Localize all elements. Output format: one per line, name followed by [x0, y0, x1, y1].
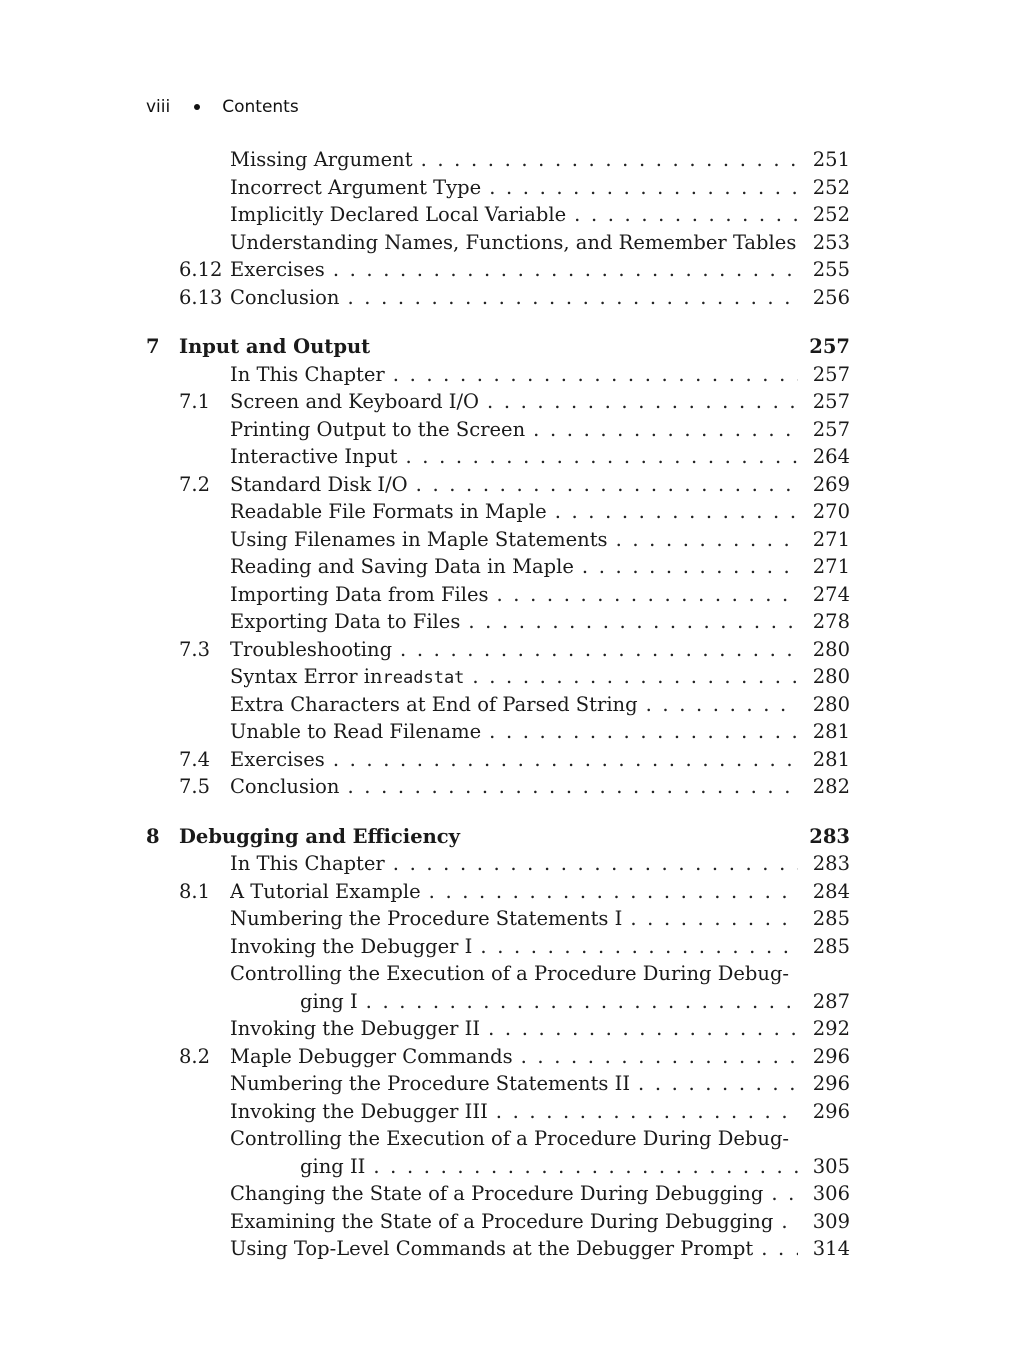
toc-entry-title: Invoking the Debugger III [230, 1099, 488, 1123]
toc-entry-title: Syntax Error in [230, 665, 383, 688]
toc-subsection-entry [0, 581, 1024, 608]
toc-page-number: 269 [812, 472, 850, 496]
toc-entry-title: Debugging and Efficiency [179, 824, 460, 848]
toc-section-entry [0, 636, 1024, 663]
toc-entry-title: Extra Characters at End of Parsed String [230, 692, 638, 716]
toc-entry-title: Standard Disk I/O [230, 472, 408, 496]
toc-entry-number: 8.1 [179, 879, 211, 903]
toc-entry-text [230, 201, 798, 228]
leader-dots [781, 1208, 798, 1235]
toc-page-number: 252 [812, 175, 850, 199]
toc-entry-text [230, 1070, 798, 1097]
toc-page-number: 314 [812, 1237, 850, 1260]
leader-dots [421, 146, 798, 173]
toc-subsection-entry [0, 1208, 1024, 1235]
toc-entry-text [230, 1043, 798, 1070]
toc-entry-title: Incorrect Argument Type [230, 175, 482, 199]
toc-page-number: 271 [812, 527, 850, 551]
toc-entry-text [300, 1153, 798, 1180]
toc-entry-title: Importing Data from Files [230, 582, 489, 606]
toc-page-number: 296 [812, 1072, 850, 1095]
toc-entry-title: Readable File Formats in Maple [230, 500, 547, 523]
leader-dots [347, 773, 798, 800]
toc-entry-title: A Tutorial Example [230, 879, 421, 903]
toc-entry-text [179, 333, 798, 360]
leader-dots [487, 388, 798, 415]
toc-entry-text [230, 256, 798, 283]
leader-dots [405, 443, 798, 470]
toc-section-entry [0, 746, 1024, 773]
leader-dots [574, 201, 798, 228]
toc-entry-title: Controlling the Execution of a Procedure During Debug- [230, 1127, 790, 1150]
toc-section-entry [0, 471, 1024, 498]
toc-subsection-entry [0, 850, 1024, 877]
toc-entry-text [230, 146, 798, 173]
leader-dots [630, 905, 798, 932]
toc-entry-title: Input and Output [179, 335, 371, 358]
toc-entry-title: Interactive Input [230, 445, 398, 468]
leader-dots [521, 1043, 798, 1070]
toc-section-entry [0, 256, 1024, 283]
leader-dots [489, 174, 798, 201]
toc-subsection-entry [0, 1180, 1024, 1207]
leader-dots [582, 553, 798, 580]
toc-entry-text [230, 1235, 798, 1262]
toc-subsection-entry [0, 1235, 1024, 1262]
toc-entry-text [230, 1015, 798, 1042]
toc-page-number: 278 [812, 610, 850, 633]
toc-entry-number: 7.4 [179, 747, 211, 771]
toc-entry-text [230, 229, 798, 256]
toc-entry-text [230, 443, 798, 470]
toc-subsection-entry [0, 1070, 1024, 1097]
toc-page-number: 280 [812, 692, 850, 716]
toc-entry-title: Exporting Data to Files [230, 610, 461, 633]
leader-dots [616, 526, 798, 553]
leader-dots [400, 636, 798, 663]
toc-entry-text [230, 174, 798, 201]
toc-entry-text [230, 691, 798, 718]
toc-page-number: 283 [809, 824, 850, 848]
toc-entry-title-continued: ging II [300, 1154, 366, 1178]
toc-entry-text [230, 388, 798, 415]
toc-subsection-entry [0, 443, 1024, 470]
toc-entry-number: 8.2 [179, 1044, 211, 1068]
toc-entry-text [230, 905, 798, 932]
toc-entry-title: Conclusion [230, 775, 340, 798]
leader-dots [771, 1180, 798, 1207]
toc-chapter-entry [0, 333, 1024, 360]
toc-entry-title: Examining the State of a Procedure During Debugging [230, 1209, 774, 1233]
toc-page-number: 274 [812, 582, 850, 606]
toc-entry-title: Invoking the Debugger I [230, 934, 473, 958]
toc-subsection-entry [0, 933, 1024, 960]
toc-page-number: 281 [812, 747, 850, 771]
toc-entry-title: Numbering the Procedure Statements II [230, 1072, 631, 1095]
toc-subsection-entry [0, 1125, 1024, 1152]
toc-chapter-entry [0, 823, 1024, 850]
toc-entry-title: Numbering the Procedure Statements I [230, 907, 623, 930]
toc-page-number: 285 [812, 934, 850, 958]
toc-entry-number: 7.5 [179, 775, 211, 798]
toc-page-number: 257 [809, 335, 850, 358]
toc-entry-text [230, 361, 798, 388]
toc-entry-text [230, 498, 798, 525]
toc-entry-text [230, 1208, 798, 1235]
toc-subsection-entry [0, 201, 1024, 228]
toc-subsection-entry [0, 498, 1024, 525]
toc-entry-title: Printing Output to the Screen [230, 417, 526, 441]
leader-dots [488, 1015, 798, 1042]
toc-entry-text [230, 636, 798, 663]
toc-entry-title: Missing Argument [230, 148, 413, 171]
toc-page-number: 251 [812, 148, 850, 171]
toc-page-number: 257 [812, 417, 850, 441]
leader-dots [393, 361, 798, 388]
toc-subsection-entry [0, 718, 1024, 745]
page-number: viii [146, 97, 171, 117]
toc-section-entry [0, 1043, 1024, 1070]
toc-entry-title: Using Filenames in Maple Statements [230, 527, 608, 551]
toc-page-number: 252 [812, 203, 850, 226]
toc-entry-text [230, 746, 798, 773]
leader-dots [366, 988, 798, 1015]
toc-entry-continuation [0, 1153, 1024, 1180]
toc-entry-number: 7.2 [179, 472, 211, 496]
leader-dots [489, 718, 798, 745]
toc-subsection-entry [0, 608, 1024, 635]
leader-dots [497, 581, 799, 608]
toc-entry-title: In This Chapter [230, 852, 385, 875]
toc-entry-title: Invoking the Debugger II [230, 1017, 481, 1040]
toc-subsection-entry [0, 1015, 1024, 1042]
toc-entry-title: Screen and Keyboard I/O [230, 390, 480, 413]
toc-subsection-entry [0, 960, 1024, 987]
toc-entry-title: Maple Debugger Commands [230, 1044, 513, 1068]
toc-section-entry [0, 388, 1024, 415]
toc-entry-text [230, 960, 789, 987]
toc-page-number: 309 [812, 1209, 850, 1233]
toc-page-number: 282 [812, 775, 850, 798]
leader-dots [761, 1235, 798, 1262]
leader-dots [333, 256, 798, 283]
toc-entry-text [230, 416, 798, 443]
toc-page-number: 257 [812, 362, 850, 386]
toc-entry-text [230, 878, 798, 905]
toc-entry-text [230, 718, 798, 745]
toc-entry-text [179, 823, 798, 850]
leader-dots [333, 746, 798, 773]
toc-page-number: 253 [812, 230, 850, 254]
toc-page-number: 280 [812, 637, 850, 661]
toc-entry-code: readstat [382, 668, 465, 688]
toc-entry-text [300, 988, 798, 1015]
toc-subsection-entry [0, 905, 1024, 932]
toc-entry-number: 7 [146, 335, 160, 358]
toc-page-number: 283 [812, 852, 850, 875]
toc-page-number: 280 [812, 665, 850, 688]
leader-dots [555, 498, 798, 525]
toc-section-entry [0, 878, 1024, 905]
toc-entry-text [230, 526, 798, 553]
toc-entry-number: 8 [146, 824, 160, 848]
toc-entry-title: Changing the State of a Procedure During Debugging [230, 1182, 764, 1205]
toc-page-number: 292 [812, 1017, 850, 1040]
toc-entry-title: In This Chapter [230, 362, 385, 386]
toc-entry-title: Unable to Read Filename [230, 720, 482, 743]
toc-page-number: 255 [812, 258, 850, 281]
leader-dots [646, 691, 798, 718]
toc-section-entry [0, 284, 1024, 311]
leader-dots [472, 663, 798, 690]
toc-subsection-entry [0, 146, 1024, 173]
toc-subsection-entry [0, 416, 1024, 443]
toc-page-number: 270 [812, 500, 850, 523]
toc-entry-continuation [0, 988, 1024, 1015]
toc-page-number: 306 [812, 1182, 850, 1205]
toc-entry-number: 7.3 [179, 637, 211, 661]
leader-dots [638, 1070, 798, 1097]
toc-page-number: 284 [812, 879, 850, 903]
toc-subsection-entry [0, 526, 1024, 553]
toc-page-number: 256 [812, 285, 850, 309]
toc-entry-title: Implicitly Declared Local Variable [230, 203, 567, 226]
leader-dots [347, 284, 798, 311]
toc-subsection-entry [0, 361, 1024, 388]
leader-dots [393, 850, 798, 877]
toc-entry-text [230, 850, 798, 877]
toc-entry-number: 6.13 [179, 285, 223, 309]
toc-page-number: 281 [812, 720, 850, 743]
running-header-title: Contents [222, 97, 299, 117]
toc-section-entry [0, 773, 1024, 800]
toc-subsection-entry [0, 229, 1024, 256]
toc-entry-title: Using Top-Level Commands at the Debugger Prompt [230, 1237, 754, 1260]
toc-page-number: 296 [812, 1044, 850, 1068]
leader-dots [496, 1098, 798, 1125]
bullet-icon [194, 104, 200, 110]
leader-dots [429, 878, 798, 905]
toc-entry-title: Exercises [230, 258, 325, 281]
running-header [146, 97, 299, 117]
toc-page-number: 271 [812, 555, 850, 578]
toc-entry-text [230, 553, 798, 580]
toc-subsection-entry [0, 1098, 1024, 1125]
leader-dots [373, 1153, 798, 1180]
toc-page-number: 296 [812, 1099, 850, 1123]
toc-entry-text [230, 933, 798, 960]
toc-entry-number: 6.12 [179, 258, 223, 281]
toc-entry-title: Troubleshooting [230, 637, 393, 661]
toc-page-number: 287 [812, 989, 850, 1013]
leader-dots [480, 933, 798, 960]
toc-entry-text [230, 1098, 798, 1125]
toc-entry-number: 7.1 [179, 390, 211, 413]
toc-entry-text [230, 471, 798, 498]
toc-entry-text [230, 663, 798, 692]
leader-dots [416, 471, 798, 498]
toc-page-number: 305 [812, 1154, 850, 1178]
toc-subsection-entry [0, 691, 1024, 718]
leader-dots [468, 608, 798, 635]
toc-subsection-entry [0, 174, 1024, 201]
toc-entry-title: Reading and Saving Data in Maple [230, 555, 574, 578]
toc-subsection-entry [0, 663, 1024, 690]
toc-entry-text [230, 1125, 789, 1152]
toc-entry-title: Understanding Names, Functions, and Remember Tables [230, 230, 797, 254]
toc-entry-title: Controlling the Execution of a Procedure During Debug- [230, 962, 790, 985]
leader-dots [533, 416, 798, 443]
toc-entry-title-continued: ging I [300, 989, 358, 1013]
toc-page-number: 285 [812, 907, 850, 930]
toc-entry-text [230, 773, 798, 800]
toc-entry-text [230, 608, 798, 635]
toc-entry-title: Exercises [230, 747, 325, 771]
toc-entry-title: Conclusion [230, 285, 340, 309]
toc-entry-text [230, 1180, 798, 1207]
toc-entry-text [230, 284, 798, 311]
toc-page-number: 257 [812, 390, 850, 413]
toc-page-number: 264 [812, 445, 850, 468]
toc-subsection-entry [0, 553, 1024, 580]
toc-entry-text [230, 581, 798, 608]
